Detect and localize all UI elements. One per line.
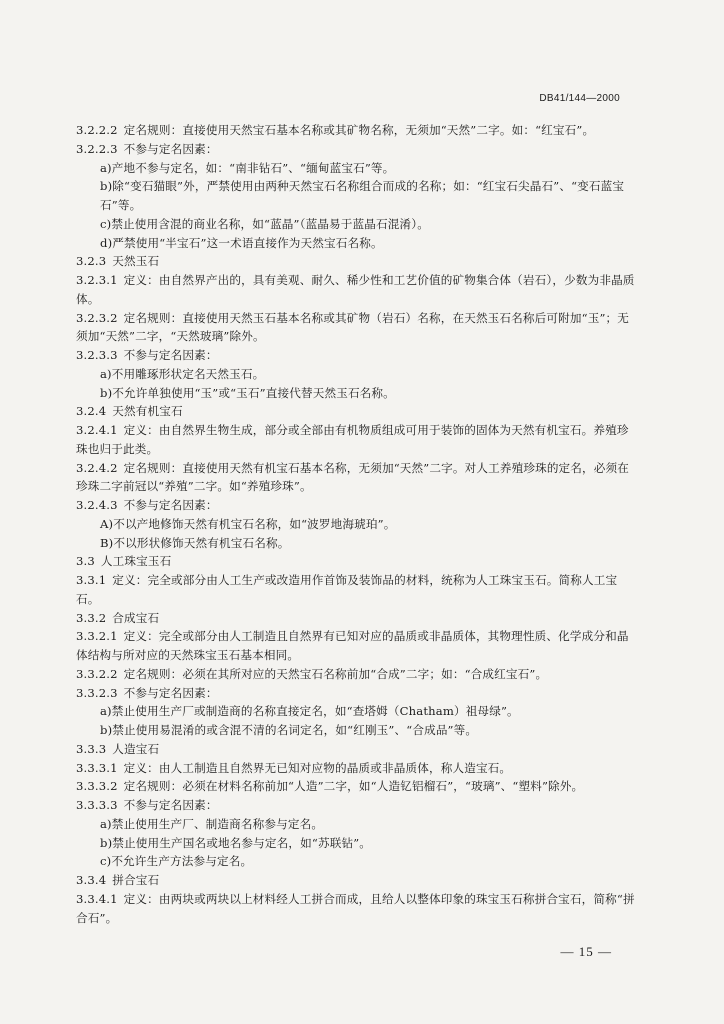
paragraph [76, 852, 636, 871]
paragraph [76, 890, 636, 928]
paragraph [76, 234, 636, 253]
paragraph [76, 365, 636, 384]
paragraph [76, 552, 636, 571]
paragraph-text: 不参与定名因素： [123, 348, 218, 362]
paragraph [76, 177, 636, 215]
paragraph [76, 777, 636, 796]
section-number: 3.2.3.2 [76, 310, 118, 325]
paragraph [76, 215, 636, 234]
paragraph-text: 不参与定名因素： [123, 685, 218, 700]
paragraph [76, 252, 636, 271]
section-number: 3.2.3.3 [76, 348, 118, 362]
paragraph-text: a)禁止使用生产厂或制造商的名称直接定名，如“查塔姆（Chatham）祖母绿”。 [100, 704, 519, 719]
paragraph [76, 796, 636, 815]
paragraph-text: a)不用雕琢形状定名天然玉石。 [100, 366, 265, 381]
paragraph-text: 定名规则：直接使用天然玉石基本名称或其矿物（岩石）名称，在天然玉石名称后可附加“玉”；无须加“天然”二字，“天然玻璃”除外。 [76, 310, 630, 344]
paragraph-text: 人造宝石 [112, 741, 160, 756]
section-number: 3.3 [76, 554, 95, 569]
paragraph-text: b)除“变石猫眼”外，严禁使用由两种天然宝石名称组合而成的名称；如：“红宝石尖晶石”、“变石蓝宝石”等。 [100, 179, 625, 212]
paragraph-text: 定义：完全或部分由人工制造且自然界有已知对应的晶质或非晶质体，其物理性质、化学成分和晶体结构与所对应的天然珠宝玉石基本相同。 [76, 629, 629, 662]
paragraph-text: 天然玉石 [112, 254, 160, 269]
paragraph [76, 684, 636, 703]
paragraph-text: a)产地不参与定名，如：“南非钻石”、“缅甸蓝宝石”等。 [100, 160, 395, 175]
section-number: 3.2.4.3 [76, 498, 118, 512]
paragraph [76, 346, 636, 365]
section-number: 3.3.3.1 [76, 760, 118, 775]
paragraph-text: 定名规则：必须在材料名称前加“人造”二字，如“人造钇铝榴石”，“玻璃”、“塑料”除外。 [123, 779, 584, 794]
paragraph-text: 定义：由自然界生物生成，部分或全部由有机物质组成可用于装饰的固体为天然有机宝石。养殖珍珠也归于此类。 [76, 423, 629, 456]
paragraph-text: A)不以产地修饰天然有机宝石名称，如“波罗地海琥珀”。 [100, 516, 396, 531]
paragraph-text: b)禁止使用生产国名或地名参与定名，如“苏联钻”。 [100, 835, 372, 850]
paragraph-text: c)禁止使用含混的商业名称，如“蓝晶”（蓝晶易于蓝晶石混淆）。 [100, 216, 429, 231]
paragraph-text: 定义：由自然界产出的，具有美观、耐久、稀少性和工艺价值的矿物集合体（岩石），少数为非晶质体。 [76, 273, 635, 306]
section-number: 3.2.2.2 [76, 123, 118, 137]
paragraph [76, 609, 636, 628]
paragraph [76, 459, 636, 497]
section-number: 3.3.2.1 [76, 629, 118, 644]
paragraph-text: b)禁止使用易混淆的或含混不清的名词定名，如“红刚玉”、“合成品”等。 [100, 723, 478, 737]
paragraph-text: 定义：由两块或两块以上材料经人工拼合而成，且给人以整体印象的珠宝玉石称拼合宝石，简称“拼合石”。 [76, 891, 635, 925]
paragraph [76, 702, 636, 721]
paragraph [76, 721, 636, 740]
paragraph [76, 515, 636, 534]
paragraph [76, 759, 636, 778]
section-number: 3.3.2 [76, 610, 107, 625]
paragraph [76, 402, 636, 421]
paragraph-text: 天然有机宝石 [112, 404, 183, 419]
paragraph-text: 合成宝石 [112, 610, 160, 625]
paragraph [76, 140, 636, 159]
section-number: 3.2.3 [76, 254, 107, 269]
section-number: 3.2.3.1 [76, 273, 118, 287]
section-number: 3.3.1 [76, 573, 107, 587]
paragraph [76, 384, 636, 403]
paragraph [76, 159, 636, 178]
paragraph-text: B)不以形状修饰天然有机宝石名称。 [100, 535, 290, 550]
paragraph-text: 不参与定名因素： [123, 498, 218, 512]
paragraph-text: a)禁止使用生产厂、制造商名称参与定名。 [100, 816, 324, 831]
paragraph [76, 421, 636, 459]
section-number: 3.2.4.2 [76, 460, 118, 475]
paragraph-text: 人工珠宝玉石 [100, 554, 172, 569]
paragraph [76, 121, 636, 140]
section-number: 3.3.3 [76, 741, 107, 756]
paragraph-text: 不参与定名因素： [123, 141, 218, 156]
paragraph-text: 定名规则：直接使用天然有机宝石基本名称，无须加“天然”二字。对人工养殖珍珠的定名，必须在珍珠二字前冠以“养殖”二字。如“养殖珍珠”。 [76, 460, 630, 494]
paragraph [76, 627, 636, 665]
paragraph [76, 271, 636, 309]
paragraph [76, 665, 636, 684]
section-number: 3.3.4 [76, 873, 107, 887]
section-number: 3.2.2.3 [76, 141, 118, 156]
section-number: 3.2.4.1 [76, 423, 118, 437]
paragraph [76, 834, 636, 853]
section-number: 3.3.2.2 [76, 666, 118, 681]
paragraph-text: d)严禁使用“半宝石”这一术语直接作为天然宝石名称。 [100, 235, 383, 250]
paragraph-text: 不参与定名因素： [123, 798, 218, 812]
paragraph-text: 拼合宝石 [112, 873, 160, 887]
paragraph [76, 815, 636, 834]
paragraph [76, 871, 636, 890]
paragraph [76, 534, 636, 553]
paragraph [76, 571, 636, 609]
paragraph [76, 496, 636, 515]
paragraph-text: 定义：完全或部分由人工生产或改造用作首饰及装饰品的材料，统称为人工珠宝玉石。简称人工宝石。 [76, 573, 618, 606]
paragraph-text: c)不允许生产方法参与定名。 [100, 854, 253, 869]
section-number: 3.2.4 [76, 404, 107, 419]
paragraph-text: 定名规则：必须在其所对应的天然宝石名称前加“合成”二字；如：“合成红宝石”。 [123, 666, 548, 681]
paragraph-text: 定义：由人工制造且自然界无已知对应物的晶质或非晶质体，称人造宝石。 [123, 760, 512, 775]
section-number: 3.3.3.3 [76, 798, 118, 812]
section-number: 3.3.4.1 [76, 891, 118, 906]
section-number: 3.3.3.2 [76, 779, 118, 794]
paragraph [76, 740, 636, 759]
section-number: 3.3.2.3 [76, 685, 118, 700]
page-number: — 15 — [560, 944, 612, 959]
paragraph [76, 309, 636, 347]
document-body [76, 121, 636, 927]
paragraph-text: 定名规则：直接使用天然宝石基本名称或其矿物名称，无须加“天然”二字。如：“红宝石”。 [123, 123, 595, 137]
paragraph-text: b)不允许单独使用“玉”或“玉石”直接代替天然玉石名称。 [100, 385, 395, 400]
standard-code: DB41/144—2000 [539, 93, 620, 104]
